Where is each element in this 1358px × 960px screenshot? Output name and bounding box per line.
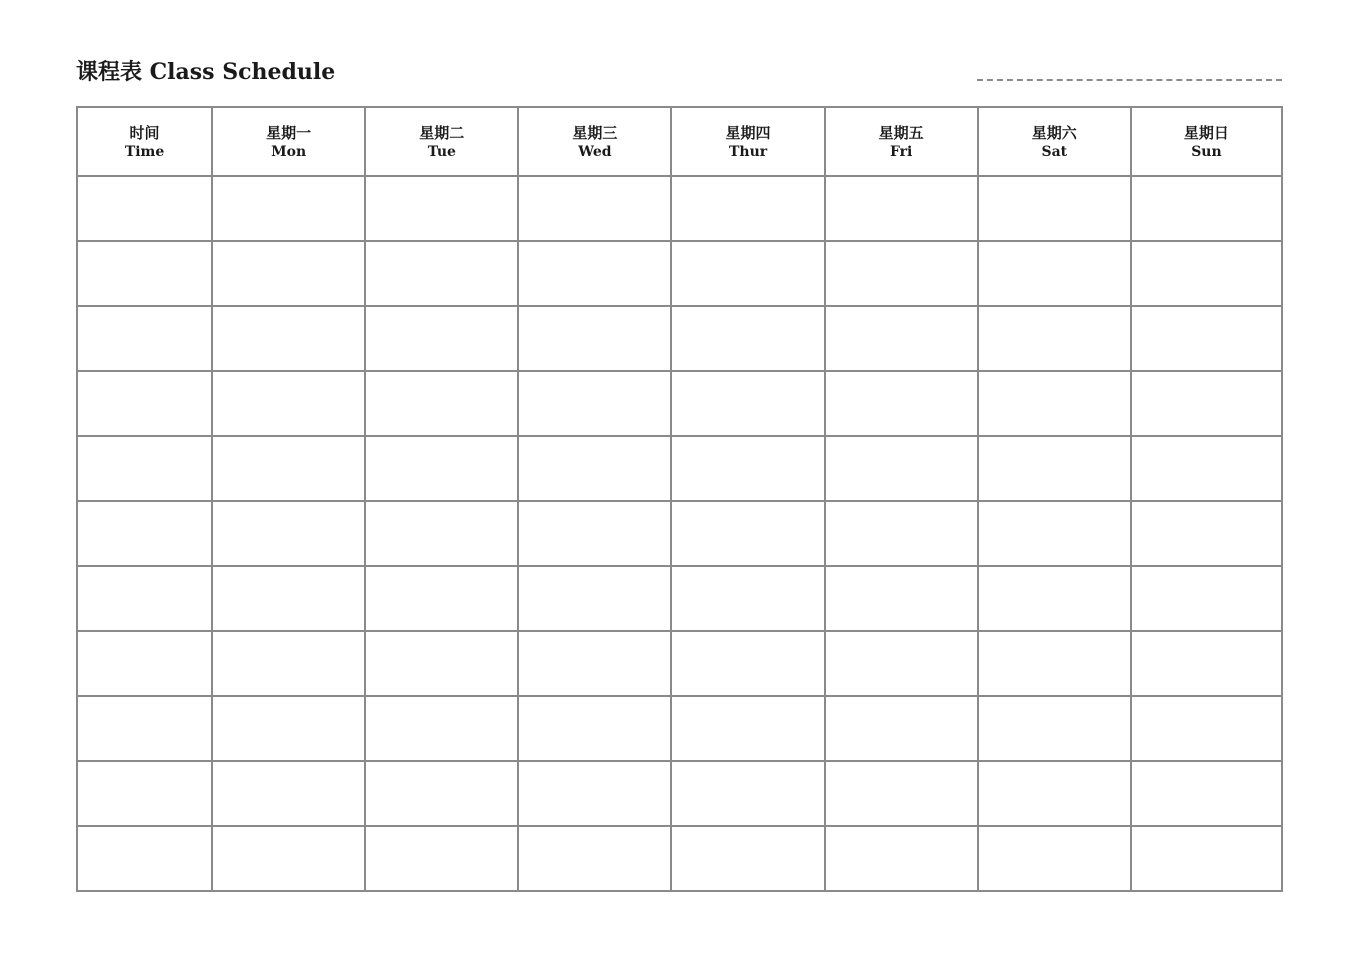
class-cell[interactable] xyxy=(1131,761,1282,826)
class-cell[interactable] xyxy=(518,306,671,371)
table-row xyxy=(77,826,1282,891)
class-cell[interactable] xyxy=(212,826,365,891)
class-cell[interactable] xyxy=(1131,241,1282,306)
header-sun xyxy=(1131,107,1282,176)
header-mon xyxy=(212,107,365,176)
class-cell[interactable] xyxy=(825,176,978,241)
class-cell[interactable] xyxy=(212,501,365,566)
class-cell[interactable] xyxy=(365,631,518,696)
class-cell[interactable] xyxy=(365,371,518,436)
class-cell[interactable] xyxy=(365,241,518,306)
class-cell[interactable] xyxy=(825,436,978,501)
class-cell[interactable] xyxy=(671,761,824,826)
header-label-en: Thur xyxy=(728,143,768,160)
class-cell[interactable] xyxy=(825,241,978,306)
class-cell[interactable] xyxy=(671,501,824,566)
class-cell[interactable] xyxy=(671,371,824,436)
header-label-zh: 星期六 xyxy=(1031,123,1077,142)
class-cell[interactable] xyxy=(825,566,978,631)
class-cell[interactable] xyxy=(518,176,671,241)
class-cell[interactable] xyxy=(978,176,1131,241)
table-row xyxy=(77,176,1282,241)
class-cell[interactable] xyxy=(671,696,824,761)
header-label-en: Tue xyxy=(427,143,456,160)
class-cell[interactable] xyxy=(1131,631,1282,696)
class-cell[interactable] xyxy=(212,566,365,631)
header-label-zh: 星期四 xyxy=(725,123,771,142)
table-row xyxy=(77,306,1282,371)
class-cell[interactable] xyxy=(518,826,671,891)
class-cell[interactable] xyxy=(671,436,824,501)
header-label-en: Time xyxy=(124,143,165,160)
table-row xyxy=(77,761,1282,826)
time-cell[interactable] xyxy=(77,501,212,566)
header-label-zh: 时间 xyxy=(129,123,160,142)
class-cell[interactable] xyxy=(671,176,824,241)
class-cell[interactable] xyxy=(1131,371,1282,436)
table-row xyxy=(77,436,1282,501)
header-label-zh: 星期五 xyxy=(878,123,924,142)
header-label-en: Sun xyxy=(1191,143,1222,160)
class-cell[interactable] xyxy=(978,371,1131,436)
time-cell[interactable] xyxy=(77,306,212,371)
class-cell[interactable] xyxy=(978,306,1131,371)
time-cell[interactable] xyxy=(77,176,212,241)
time-cell[interactable] xyxy=(77,436,212,501)
class-cell[interactable] xyxy=(518,436,671,501)
header-tue xyxy=(365,107,518,176)
class-cell[interactable] xyxy=(212,436,365,501)
class-cell[interactable] xyxy=(365,761,518,826)
time-cell[interactable] xyxy=(77,566,212,631)
header-label-en: Wed xyxy=(578,143,612,160)
class-cell[interactable] xyxy=(518,566,671,631)
class-cell[interactable] xyxy=(365,176,518,241)
class-cell[interactable] xyxy=(365,696,518,761)
class-cell[interactable] xyxy=(671,306,824,371)
class-cell[interactable] xyxy=(212,176,365,241)
time-cell[interactable] xyxy=(77,696,212,761)
class-cell[interactable] xyxy=(212,371,365,436)
class-cell[interactable] xyxy=(825,501,978,566)
class-cell[interactable] xyxy=(825,761,978,826)
class-cell[interactable] xyxy=(212,241,365,306)
table-row xyxy=(77,631,1282,696)
header-label-en: Sat xyxy=(1041,143,1068,160)
class-cell[interactable] xyxy=(825,631,978,696)
class-cell[interactable] xyxy=(1131,566,1282,631)
time-cell[interactable] xyxy=(77,761,212,826)
header-label-en: Fri xyxy=(889,143,913,160)
class-cell[interactable] xyxy=(518,761,671,826)
page-title: 课程表 Class Schedule xyxy=(76,59,336,85)
class-cell[interactable] xyxy=(518,631,671,696)
header-fri xyxy=(825,107,978,176)
header-time xyxy=(77,107,212,176)
class-cell[interactable] xyxy=(978,761,1131,826)
header-label-zh: 星期三 xyxy=(572,123,618,142)
class-cell[interactable] xyxy=(518,696,671,761)
schedule-table xyxy=(76,106,1283,892)
class-cell[interactable] xyxy=(978,566,1131,631)
class-cell[interactable] xyxy=(978,826,1131,891)
table-row xyxy=(77,696,1282,761)
class-cell[interactable] xyxy=(825,306,978,371)
class-cell[interactable] xyxy=(1131,501,1282,566)
class-cell[interactable] xyxy=(212,761,365,826)
class-cell[interactable] xyxy=(978,501,1131,566)
class-cell[interactable] xyxy=(978,241,1131,306)
schedule-body xyxy=(77,176,1282,891)
header-label-en: Mon xyxy=(271,143,307,160)
class-cell[interactable] xyxy=(365,436,518,501)
time-cell[interactable] xyxy=(77,826,212,891)
table-row xyxy=(77,241,1282,306)
class-cell[interactable] xyxy=(825,371,978,436)
table-row xyxy=(77,371,1282,436)
class-cell[interactable] xyxy=(1131,306,1282,371)
class-cell[interactable] xyxy=(518,501,671,566)
header-wed xyxy=(518,107,671,176)
class-cell[interactable] xyxy=(1131,826,1282,891)
class-cell[interactable] xyxy=(212,631,365,696)
class-cell[interactable] xyxy=(978,631,1131,696)
class-cell[interactable] xyxy=(1131,696,1282,761)
class-cell[interactable] xyxy=(518,371,671,436)
time-cell[interactable] xyxy=(77,631,212,696)
class-cell[interactable] xyxy=(978,436,1131,501)
class-cell[interactable] xyxy=(825,826,978,891)
table-row xyxy=(77,501,1282,566)
class-cell[interactable] xyxy=(671,631,824,696)
table-row xyxy=(77,566,1282,631)
class-cell[interactable] xyxy=(212,696,365,761)
class-cell[interactable] xyxy=(671,241,824,306)
class-cell[interactable] xyxy=(365,306,518,371)
class-cell[interactable] xyxy=(825,696,978,761)
class-cell[interactable] xyxy=(212,306,365,371)
time-cell[interactable] xyxy=(77,241,212,306)
class-cell[interactable] xyxy=(365,826,518,891)
header-sat xyxy=(978,107,1131,176)
class-cell[interactable] xyxy=(978,696,1131,761)
name-fill-line xyxy=(977,79,1282,81)
header-row xyxy=(77,107,1282,176)
time-cell[interactable] xyxy=(77,371,212,436)
header-label-zh: 星期一 xyxy=(266,123,312,142)
class-cell[interactable] xyxy=(518,241,671,306)
class-cell[interactable] xyxy=(1131,436,1282,501)
class-cell[interactable] xyxy=(671,566,824,631)
class-cell[interactable] xyxy=(1131,176,1282,241)
class-cell[interactable] xyxy=(671,826,824,891)
header-label-zh: 星期日 xyxy=(1183,123,1229,142)
class-cell[interactable] xyxy=(365,566,518,631)
header-thur xyxy=(671,107,824,176)
header-label-zh: 星期二 xyxy=(419,123,465,142)
class-cell[interactable] xyxy=(365,501,518,566)
